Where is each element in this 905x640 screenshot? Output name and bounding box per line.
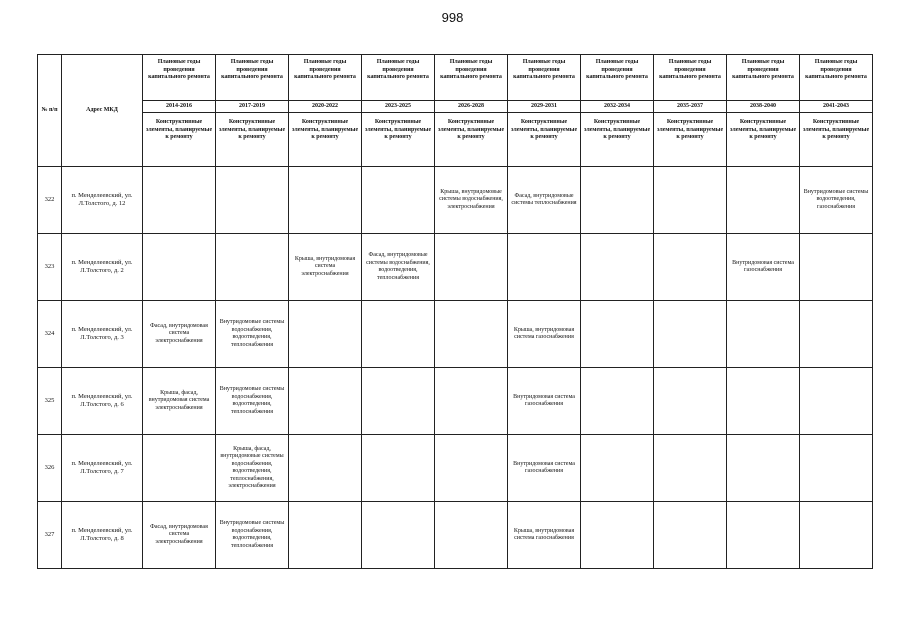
row-cell-period xyxy=(654,234,727,301)
header-period-title: Плановые годы проведения капитального ремонта xyxy=(581,55,654,101)
row-number: 322 xyxy=(38,167,62,234)
table-row xyxy=(38,301,873,368)
row-address: п. Менделеевский, ул. Л.Толстого, д. 12 xyxy=(62,167,143,234)
row-cell-period xyxy=(216,167,289,234)
row-cell-period xyxy=(800,234,873,301)
header-period-years: 2026-2028 xyxy=(435,101,508,113)
header-period-title: Плановые годы проведения капитального ремонта xyxy=(654,55,727,101)
row-cell-period: Внутридомовая система газоснабжения xyxy=(508,435,581,502)
row-cell-period xyxy=(362,301,435,368)
table-row xyxy=(38,435,873,502)
row-number: 323 xyxy=(38,234,62,301)
row-cell-period xyxy=(362,435,435,502)
row-cell-period: Крыша, внутридомовая система газоснабжения xyxy=(508,502,581,569)
table-row xyxy=(38,368,873,435)
table-header xyxy=(38,55,873,167)
row-cell-period xyxy=(654,368,727,435)
row-cell-period xyxy=(654,167,727,234)
row-cell-period xyxy=(581,435,654,502)
row-cell-period xyxy=(289,167,362,234)
row-cell-period xyxy=(143,167,216,234)
row-cell-period xyxy=(581,502,654,569)
header-elements-title: Конструктивные элементы, планируемые к ремонту xyxy=(289,113,362,167)
header-period-years: 2020-2022 xyxy=(289,101,362,113)
header-period-title: Плановые годы проведения капитального ремонта xyxy=(143,55,216,101)
row-cell-period: Крыша, внутридомовые системы водоснабжения, электроснабжения xyxy=(435,167,508,234)
header-period-title: Плановые годы проведения капитального ремонта xyxy=(289,55,362,101)
row-cell-period xyxy=(800,502,873,569)
row-number: 327 xyxy=(38,502,62,569)
row-cell-period: Фасад, внутридомовые системы теплоснабжения xyxy=(508,167,581,234)
row-cell-period: Внутридомовая система газоснабжения xyxy=(727,234,800,301)
header-elements-title: Конструктивные элементы, планируемые к ремонту xyxy=(435,113,508,167)
row-cell-period xyxy=(581,167,654,234)
row-cell-period xyxy=(727,368,800,435)
row-cell-period: Внутридомовые системы водоснабжения, водоотведения, теплоснабжения xyxy=(216,301,289,368)
row-cell-period xyxy=(435,502,508,569)
row-cell-period xyxy=(727,167,800,234)
header-elements-title: Конструктивные элементы, планируемые к ремонту xyxy=(216,113,289,167)
row-cell-period xyxy=(143,234,216,301)
row-cell-period xyxy=(362,502,435,569)
row-cell-period xyxy=(435,435,508,502)
table-body xyxy=(38,167,873,569)
row-cell-period xyxy=(362,167,435,234)
header-period-years: 2014-2016 xyxy=(143,101,216,113)
header-elements-title: Конструктивные элементы, планируемые к ремонту xyxy=(581,113,654,167)
header-period-years: 2017-2019 xyxy=(216,101,289,113)
row-address: п. Менделеевский, ул. Л.Толстого, д. 2 xyxy=(62,234,143,301)
row-cell-period xyxy=(581,234,654,301)
header-period-title: Плановые годы проведения капитального ремонта xyxy=(216,55,289,101)
row-cell-period: Крыша, внутридомовая система газоснабжения xyxy=(508,301,581,368)
row-cell-period: Крыша, фасад, внутридомовая система электроснабжения xyxy=(143,368,216,435)
row-cell-period: Внутридомовые системы водоснабжения, водоотведения, теплоснабжения xyxy=(216,502,289,569)
header-elements-title: Конструктивные элементы, планируемые к ремонту xyxy=(508,113,581,167)
row-cell-period xyxy=(508,234,581,301)
row-cell-period xyxy=(581,301,654,368)
row-cell-period xyxy=(654,435,727,502)
header-elements-title: Конструктивные элементы, планируемые к ремонту xyxy=(654,113,727,167)
header-period-years: 2035-2037 xyxy=(654,101,727,113)
row-address: п. Менделеевский, ул. Л.Толстого, д. 6 xyxy=(62,368,143,435)
header-elements-title: Конструктивные элементы, планируемые к ремонту xyxy=(800,113,873,167)
table-row xyxy=(38,502,873,569)
header-elements-title: Конструктивные элементы, планируемые к ремонту xyxy=(143,113,216,167)
header-number: № п/п xyxy=(38,55,62,167)
table-row xyxy=(38,234,873,301)
row-cell-period xyxy=(362,368,435,435)
header-period-years: 2038-2040 xyxy=(727,101,800,113)
header-period-title: Плановые годы проведения капитального ремонта xyxy=(435,55,508,101)
row-cell-period xyxy=(727,502,800,569)
header-period-years: 2041-2043 xyxy=(800,101,873,113)
header-address: Адрес МКД xyxy=(62,55,143,167)
header-period-years: 2029-2031 xyxy=(508,101,581,113)
row-cell-period: Фасад, внутридомовые системы водоснабжения, водоотведения, теплоснабжения xyxy=(362,234,435,301)
table-row xyxy=(38,167,873,234)
page-number: 998 xyxy=(441,10,464,25)
header-elements-title: Конструктивные элементы, планируемые к ремонту xyxy=(727,113,800,167)
row-cell-period: Внутридомовые системы водоснабжения, водоотведения, теплоснабжения xyxy=(216,368,289,435)
row-cell-period: Внутридомовые системы водоотведения, газоснабжения xyxy=(800,167,873,234)
row-address: п. Менделеевский, ул. Л.Толстого, д. 3 xyxy=(62,301,143,368)
row-cell-period: Внутридомовая система газоснабжения xyxy=(508,368,581,435)
row-cell-period xyxy=(289,435,362,502)
row-cell-period xyxy=(800,368,873,435)
header-period-years: 2032-2034 xyxy=(581,101,654,113)
header-period-years: 2023-2025 xyxy=(362,101,435,113)
row-cell-period xyxy=(289,368,362,435)
row-number: 325 xyxy=(38,368,62,435)
row-cell-period xyxy=(435,368,508,435)
row-cell-period xyxy=(143,435,216,502)
row-cell-period xyxy=(654,502,727,569)
row-cell-period xyxy=(435,301,508,368)
row-number: 324 xyxy=(38,301,62,368)
row-cell-period: Крыша, внутридомовая система электроснабжения xyxy=(289,234,362,301)
row-cell-period: Фасад, внутридомовая система электроснабжения xyxy=(143,502,216,569)
row-cell-period: Крыша, фасад, внутридомовые системы водоснабжения, водоотведения, теплоснабжения, электроснабжения xyxy=(216,435,289,502)
row-cell-period xyxy=(289,301,362,368)
header-period-title: Плановые годы проведения капитального ремонта xyxy=(800,55,873,101)
row-address: п. Менделеевский, ул. Л.Толстого, д. 7 xyxy=(62,435,143,502)
header-elements-title: Конструктивные элементы, планируемые к ремонту xyxy=(362,113,435,167)
row-cell-period xyxy=(216,234,289,301)
header-period-title: Плановые годы проведения капитального ремонта xyxy=(727,55,800,101)
row-cell-period xyxy=(800,435,873,502)
row-cell-period xyxy=(435,234,508,301)
row-address: п. Менделеевский, ул. Л.Толстого, д. 8 xyxy=(62,502,143,569)
repair-schedule-table xyxy=(37,54,873,569)
row-cell-period xyxy=(727,435,800,502)
row-number: 326 xyxy=(38,435,62,502)
header-period-title: Плановые годы проведения капитального ремонта xyxy=(362,55,435,101)
row-cell-period: Фасад, внутридомовая система электроснабжения xyxy=(143,301,216,368)
header-period-title: Плановые годы проведения капитального ремонта xyxy=(508,55,581,101)
row-cell-period xyxy=(654,301,727,368)
row-cell-period xyxy=(581,368,654,435)
row-cell-period xyxy=(289,502,362,569)
row-cell-period xyxy=(727,301,800,368)
row-cell-period xyxy=(800,301,873,368)
